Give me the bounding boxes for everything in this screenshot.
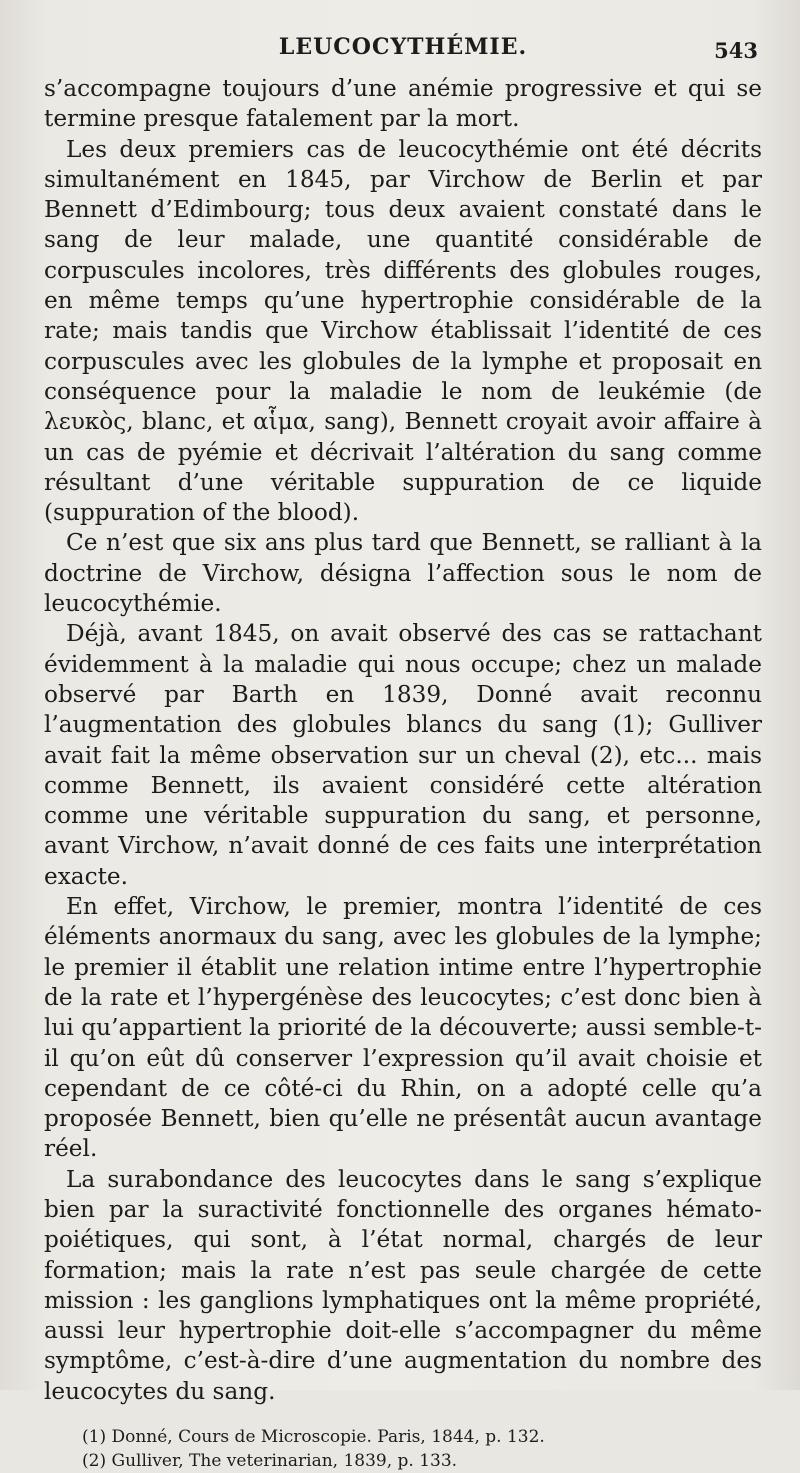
footnotes (44, 1425, 762, 1473)
paragraph-first-cases: Les deux premiers cas de leucocythémie ont été décrits simultanément en 1845, par Virchow de Berlin et par Bennett d’Edimbourg; tous deux avaient constaté dans le sang de leur malade, une quantité considérable de corpuscules incolores, très différents des globules rouges, en même temps qu’une hypertrophie considérable de la rate; mais tandis que Virchow établissait l’identité de ces corpuscules avec les globules de la lymphe et proposait en conséquence pour la maladie le nom de leukémie (de λευκὸς, blanc, et αἷμα, sang), Bennett croyait avoir affaire à un cas de pyémie et décrivait l’altération du sang comme résultant d’une véritable suppuration de ce liquide (suppuration of the blood). (44, 135, 762, 527)
page-number: 543 (714, 38, 758, 63)
paragraph-leucocyte-surplus: La surabondance des leucocytes dans le sang s’explique bien par la suractivité fonctionnelle des organes hémato-poiétiques, qui sont, à l’état normal, chargés de leur formation; mais la rate n’est pas seule chargée de cette mission : les ganglions lymphatiques ont la même propriété, aussi leur hypertrophie doit-elle s’accompagner du même symptôme, c’est-à-dire d’une augmentation du nombre des leucocytes du sang. (44, 1165, 762, 1405)
body-text (44, 74, 762, 1407)
paragraph-continuation: s’accompagne toujours d’une anémie progressive et qui se termine presque fatalement par la mort. (44, 75, 762, 133)
paragraph-before-1845: Déjà, avant 1845, on avait observé des cas se rattachant évidemment à la maladie qui nous occupe; chez un malade observé par Barth en 1839, Donné avait reconnu l’augmentation des globules blancs du sang (1); Gulliver avait fait la même observation sur un cheval (2), etc... mais comme Bennett, ils avaient considéré cette altération comme une véritable suppuration du sang, et personne, avant Virchow, n’avait donné de ces faits une interprétation exacte. (44, 620, 762, 890)
paragraph-virchow-priority: En effet, Virchow, le premier, montra l’identité de ces éléments anormaux du sang, avec les globules de la lymphe; le premier il établit une relation intime entre l’hypertrophie de la rate et l’hypergénèse des leucocytes; c’est donc bien à lui qu’appartient la priorité de la découverte; aussi semble-t-il qu’on eût dû conserver l’expression qu’il avait choisie et cependant de ce côté-ci du Rhin, on a adopté celle qu’a proposée Bennett, bien qu’elle ne présentât aucun avantage réel. (44, 893, 762, 1163)
running-head (44, 28, 762, 68)
footnote-1: (1) Donné, Cours de Microscopie. Paris, 1844, p. 132. (82, 1427, 545, 1448)
running-title: LEUCOCYTHÉMIE. (278, 34, 528, 60)
paragraph-bennett-rallies: Ce n’est que six ans plus tard que Bennett, se ralliant à la doctrine de Virchow, désigna l’affection sous le nom de leucocythémie. (44, 529, 762, 618)
footnote-2: (2) Gulliver, The veterinarian, 1839, p. 133. (82, 1451, 458, 1472)
